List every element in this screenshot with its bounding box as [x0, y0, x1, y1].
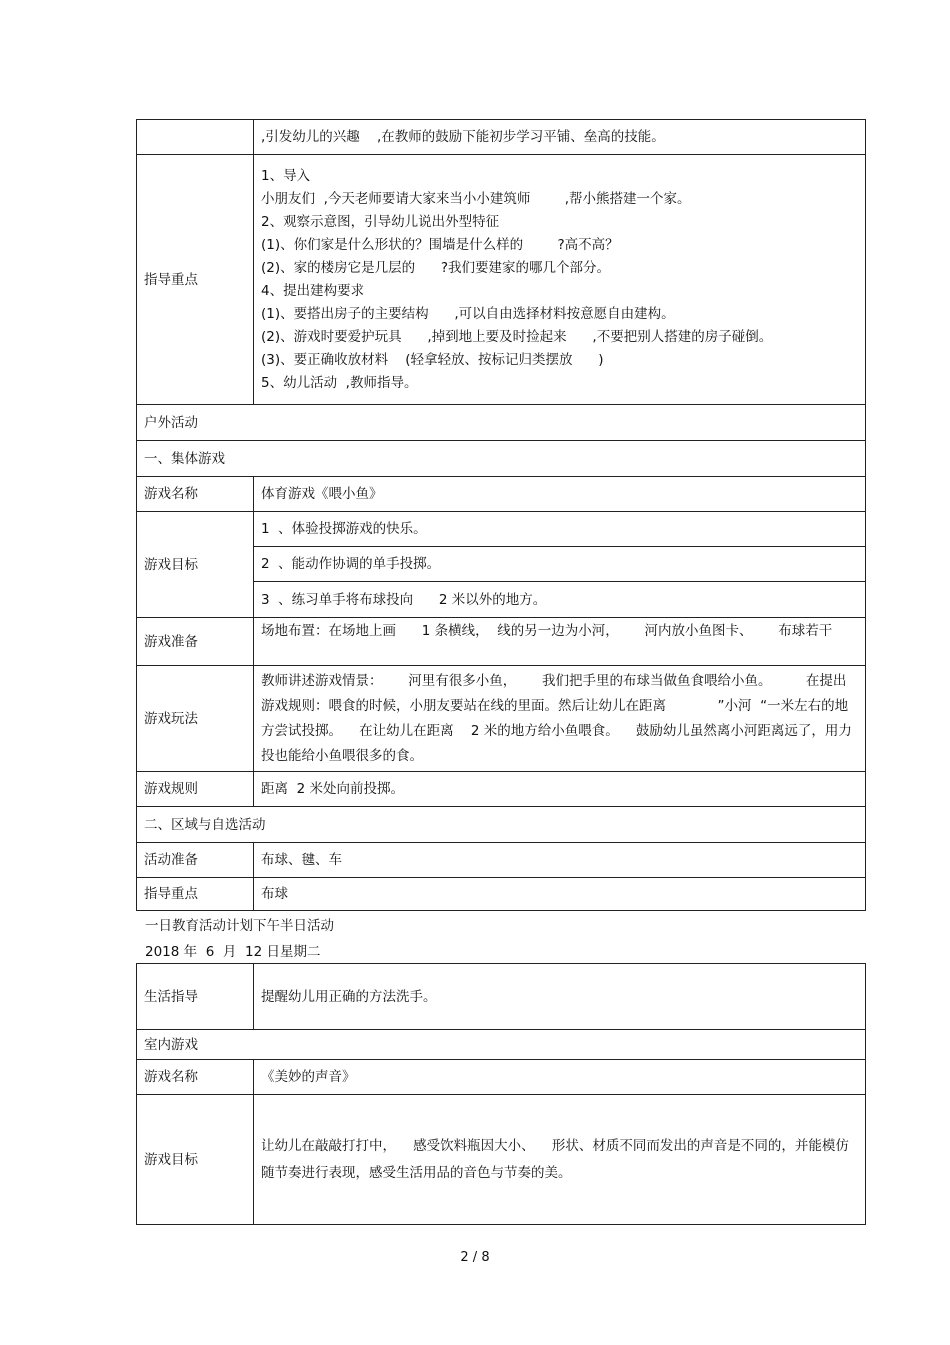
guide-line-6: 4、提出建构要求	[261, 282, 365, 299]
game2-goals-row	[137, 1095, 866, 1225]
outdoor-heading: 户外活动	[137, 405, 866, 441]
activity-table-afternoon	[136, 963, 866, 1225]
area-row	[137, 807, 866, 843]
guide2-value: 布球	[254, 878, 866, 911]
intro-text: ,引发幼儿的兴趣 ,在教师的鼓励下能初步学习平铺、垒高的技能。	[254, 120, 866, 155]
intro-label	[137, 120, 254, 155]
game-rules-row	[137, 772, 866, 807]
group-game-row	[137, 441, 866, 477]
date-line: 2018 年 6 月 12 日星期二	[145, 944, 321, 960]
indoor-row	[137, 1030, 866, 1060]
page-number: 2 / 8	[460, 1250, 490, 1265]
game-prep-label: 游戏准备	[137, 618, 254, 666]
guide-line-5: (2)、家的楼房它是几层的 ?我们要建家的哪几个部分。	[261, 259, 611, 276]
game-prep-row	[137, 618, 866, 666]
life-value: 提醒幼儿用正确的方法洗手。	[254, 964, 866, 1030]
game-goal-row-1	[137, 512, 866, 547]
game-name-row	[137, 477, 866, 512]
game2-name-row	[137, 1060, 866, 1095]
game-goal-2: 2 、能动作协调的单手投掷。	[254, 547, 866, 582]
game-play-value: 教师讲述游戏情景： 河里有很多小鱼， 我们把手里的布球当做鱼食喂给小鱼。 在提出游戏规则：喂食的时候，小朋友要站在线的里面。然后让幼儿在距离 ”小河 “一米左右的地方尝试投掷。 在让幼儿在距离 2 米的地方给小鱼喂食。 鼓励幼儿虽然离小河距离远了，用力投也能给小鱼喂很多的食。	[254, 666, 866, 772]
game-play-label: 游戏玩法	[137, 666, 254, 772]
guide2-row	[137, 878, 866, 911]
activity-prep-row	[137, 843, 866, 878]
game-rules-label: 游戏规则	[137, 772, 254, 807]
activity-prep-label: 活动准备	[137, 843, 254, 878]
guide-line-2: 小朋友们 ,今天老师要请大家来当小小建筑师 ,帮小熊搭建一个家。	[261, 190, 691, 207]
game2-name-value: 《美妙的声音》	[254, 1060, 866, 1095]
intro-row	[137, 120, 866, 155]
game-rules-value: 距离 2 米处向前投掷。	[254, 772, 866, 807]
group-game-heading: 一、集体游戏	[137, 441, 866, 477]
guide-line-9: (3)、要正确收放材料 (轻拿轻放、按标记归类摆放 )	[261, 351, 604, 368]
outdoor-row	[137, 405, 866, 441]
guide-line-4: (1)、你们家是什么形状的？围墙是什么样的 ?高不高？	[261, 236, 619, 253]
game-goals-label: 游戏目标	[137, 512, 254, 618]
indoor-heading: 室内游戏	[137, 1030, 866, 1060]
game-prep-value: 场地布置：在场地上画 1 条横线， 线的另一边为小河， 河内放小鱼图卡、 布球若干	[254, 618, 866, 666]
game2-goals-label: 游戏目标	[137, 1095, 254, 1225]
life-row	[137, 964, 866, 1030]
guide-content	[254, 155, 866, 405]
guide-line-1: 1、导入	[261, 167, 311, 184]
guide-row	[137, 155, 866, 405]
game-name-label: 游戏名称	[137, 477, 254, 512]
afternoon-title: 一日教育活动计划下午半日活动	[145, 918, 334, 934]
guide2-label: 指导重点	[137, 878, 254, 911]
game-play-row	[137, 666, 866, 772]
guide-line-7: (1)、要搭出房子的主要结构 ,可以自由选择材料按意愿自由建构。	[261, 305, 675, 322]
game-goal-3: 3 、练习单手将布球投向 2 米以外的地方。	[254, 582, 866, 618]
game-goal-1: 1 、体验投掷游戏的快乐。	[254, 512, 866, 547]
game2-goals-value: 让幼儿在敲敲打打中， 感受饮料瓶因大小、 形状、材质不同而发出的声音是不同的，并能模仿随节奏进行表现，感受生活用品的音色与节奏的美。	[254, 1095, 866, 1225]
guide-label: 指导重点	[137, 155, 254, 405]
guide-line-8: (2)、游戏时要爱护玩具 ,掉到地上要及时捡起来 ,不要把别人搭建的房子碰倒。	[261, 328, 773, 345]
guide-line-10: 5、幼儿活动 ,教师指导。	[261, 374, 418, 391]
game2-name-label: 游戏名称	[137, 1060, 254, 1095]
area-heading: 二、区域与自选活动	[137, 807, 866, 843]
activity-prep-value: 布球、毽、车	[254, 843, 866, 878]
life-label: 生活指导	[137, 964, 254, 1030]
game-name-value: 体育游戏《喂小鱼》	[254, 477, 866, 512]
guide-line-3: 2、观察示意图，引导幼儿说出外型特征	[261, 213, 500, 230]
activity-table-morning	[136, 119, 866, 911]
